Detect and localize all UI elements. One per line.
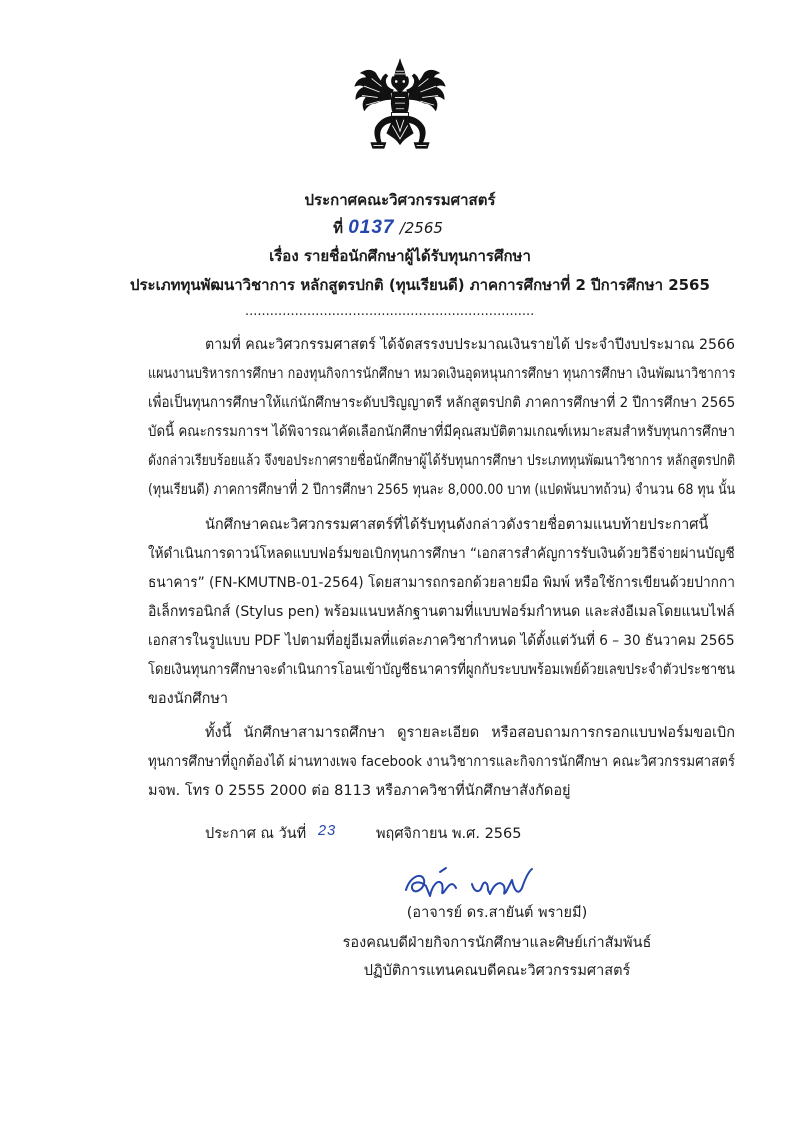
handwritten-day: 23 [318,823,337,839]
header-separator: ...................................................................... [245,304,535,319]
date-line [0,820,800,849]
subject-line-1 [200,242,600,270]
subject-text: รายชื่อนักศึกษาผู้ได้รับทุนการศึกษา [303,247,531,265]
paragraph-line: แผนงานบริหารการศึกษา กองทุนกิจการนักศึกษา หมวดเงินอุดหนุนการศึกษา ทุนการศึกษา เงินพัฒนาวิชาการ [148,366,736,382]
paragraph-1 [148,331,735,505]
paragraph-line: ให้ดำเนินการดาวน์โหลดแบบฟอร์มขอเบิกทุนการศึกษา “เอกสารสำคัญการรับเงินด้วยวิธีจ่ายผ่านบัญชี [148,546,735,562]
subject-line-2: ประเภททุนพัฒนาวิชาการ หลักสูตรปกติ (ทุนเรียนดี) ภาคการศึกษาที่ 2 ปีการศึกษา 2565 [130,276,710,294]
paragraph-line: โดยเงินทุนการศึกษาจะดำเนินการโอนเข้าบัญชีธนาคารที่ผูกกับระบบพร้อมเพย์ด้วยเลขประจำตัวประชาชน [148,662,735,678]
signatory-position: รองคณบดีฝ่ายกิจการนักศึกษาและศิษย์เก่าสัมพันธ์ [342,935,652,951]
paragraph-line: ตามที่ คณะวิศวกรรมศาสตร์ ได้จัดสรรงบประมาณเงินรายได้ ประจำปีงบประมาณ 2566 [205,337,735,353]
date-month-year: พฤศจิกายน พ.ศ. 2565 [376,826,522,842]
paragraph-line: อิเล็กทรอนิกส์ (Stylus pen) พร้อมแนบหลักฐานตามที่แบบฟอร์มกำหนด และส่งอีเมลโดยแนบไฟล์ [148,604,735,620]
number-year: /2565 [399,219,443,237]
paragraph-line: ดังกล่าวเรียบร้อยแล้ว จึงขอประกาศรายชื่อนักศึกษาผู้ได้รับทุนการศึกษา ประเภททุนพัฒนาวิชาการ หลักสูตรปกติ [148,453,736,469]
handwritten-number: 0137 [348,217,395,238]
garuda-emblem-icon [352,58,448,152]
paragraph-line: ธนาคาร” (FN-KMUTNB-01-2564) โดยสามารถกรอกด้วยลายมือ พิมพ์ หรือใช้การเขียนด้วยปากกา [148,575,735,591]
subject-label: เรื่อง [269,247,299,265]
paragraph-line: ของนักศึกษา [148,691,229,707]
paragraph-line: ทั้งนี้ นักศึกษาสามารถศึกษา ดูรายละเอียด หรือสอบถามการกรอกแบบฟอร์มขอเบิก [205,725,735,741]
paragraph-line: มจพ. โทร 0 2555 2000 ต่อ 8113 หรือภาควิชาที่นักศึกษาสังกัดอยู่ [148,783,571,799]
paragraph-2 [148,511,735,714]
date-prefix: ประกาศ ณ วันที่ [205,826,307,842]
paragraph-3 [148,719,735,806]
signatory-name: (อาจารย์ ดร.สายันต์ พรายมี) [406,905,588,921]
paragraph-line: ทุนการศึกษาที่ถูกต้องได้ ผ่านทางเพจ facebook งานวิชาการและกิจการนักศึกษา คณะวิศวกรรมศาสตร์ [148,754,736,770]
number-prefix: ที่ [333,219,343,237]
paragraph-line: บัดนี้ คณะกรรมการฯ ได้พิจารณาคัดเลือกนักศึกษาที่มีคุณสมบัติตามเกณฑ์เหมาะสมสำหรับทุนการศึกษา [148,424,736,440]
paragraph-line: (ทุนเรียนดี) ภาคการศึกษาที่ 2 ปีการศึกษา 2565 ทุนละ 8,000.00 บาท (แปดพันบาทถ้วน) จำนวน 68 ทุน นั้น [148,482,736,498]
announcement-number [268,214,508,242]
paragraph-line: นักศึกษาคณะวิศวกรรมศาสตร์ที่ได้รับทุนดังกล่าวดังรายชื่อตามแนบท้ายประกาศนี้ [205,517,709,533]
announcement-title: ประกาศคณะวิศวกรรมศาสตร์ [304,191,496,209]
signatory-acting-for: ปฏิบัติการแทนคณบดีคณะวิศวกรรมศาสตร์ [363,963,631,979]
paragraph-line: เพื่อเป็นทุนการศึกษาให้แก่นักศึกษาระดับปริญญาตรี หลักสูตรปกติ ภาคการศึกษาที่ 2 ปีการศึกษา 2565 [148,395,736,411]
paragraph-line: เอกสารในรูปแบบ PDF ไปตามที่อยู่อีเมลที่แต่ละภาควิชากำหนด ได้ตั้งแต่วันที่ 6 – 30 ธันวาคม 2565 [148,633,735,649]
